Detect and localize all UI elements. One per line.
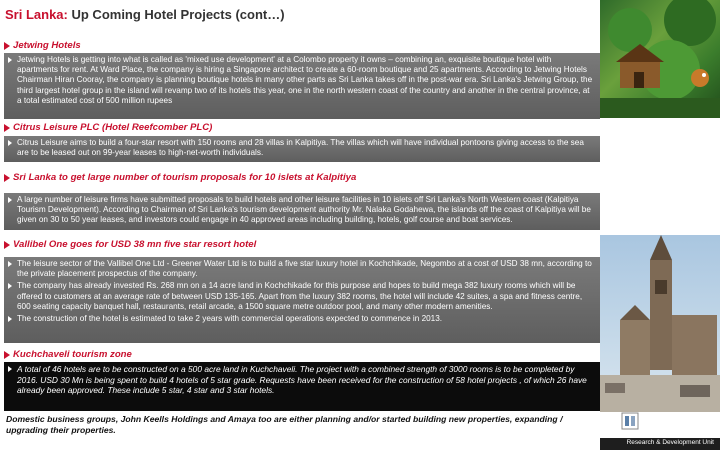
section-body-citrus xyxy=(4,136,600,162)
page-title-sub: Up Coming Hotel Projects (cont…) xyxy=(71,7,285,22)
bullet-text: The leisure sector of the Vallibel One Ltd - Greener Water Ltd is to build a five star luxury hotel in Kochchikade, Negombo at a cost of USD 38 mn, according to the private placement prospectus of the company. xyxy=(8,259,594,279)
arrow-icon xyxy=(4,241,10,249)
section-heading-kuchchaveli: Kuchchaveli tourism zone xyxy=(4,349,132,360)
cathedral-illustration-icon xyxy=(600,235,720,412)
section-body-vallibel xyxy=(4,257,600,343)
section-heading-jetwing: Jetwing Hotels xyxy=(4,40,81,51)
section-body-kuchchaveli xyxy=(4,362,600,411)
bullet-text: The construction of the hotel is estimated to take 2 years with commercial operations expected to commence in 2013. xyxy=(8,314,594,324)
section-body-jetwing xyxy=(4,53,600,119)
arrow-icon xyxy=(4,124,10,132)
page-title-main: Sri Lanka: xyxy=(5,7,68,22)
bottom-note: Domestic business groups, John Keells Holdings and Amaya too are either planning and/or started building new properties, expanding / upgrading their properties. xyxy=(6,414,563,435)
section-heading-kalpitiya: Sri Lanka to get large number of tourism proposals for 10 islets at Kalpitiya xyxy=(4,172,356,183)
page-title xyxy=(5,7,285,22)
section-body-kalpitiya xyxy=(4,193,600,230)
bullet-text: A large number of leisure firms have submitted proposals to build hotels and other leisure facilities in 10 islets off Sri Lanka's North Western coast (Kalpitiya Tourism Development). According to Chairman of Sri Lanka's tourism development authority Mr. Nalaka Godahewa, the islands off the coast of Kalpitiya will be given on 30 to 50 year leases, and investors could engage in 40 approved areas including building, hotels, golf course and boat services. xyxy=(8,195,594,226)
arrow-icon xyxy=(4,351,10,359)
bullet-text: Citrus Leisure aims to build a four-star resort with 150 rooms and 28 villas in Kalpitiya. The villas which will have individual pontoons giving access to the sea are to be leased out on 99-year leases to high-net-worth individuals. xyxy=(8,138,594,158)
section-heading-citrus: Citrus Leisure PLC (Hotel Reefcomber PLC) xyxy=(4,122,212,133)
footer-unit: Research & Development Unit xyxy=(626,439,714,446)
arrow-icon xyxy=(4,42,10,50)
arrow-icon xyxy=(4,174,10,182)
footer-bar xyxy=(600,438,720,450)
company-logo xyxy=(612,412,648,438)
section-heading-vallibel: Vallibel One goes for USD 38 mn five star resort hotel xyxy=(4,239,256,250)
jungle-lodge-illustration xyxy=(600,0,720,118)
bullet-text: Jetwing Hotels is getting into what is called as 'mixed use development' at a Colombo property it owns – combining an, exquisite boutique hotel with apartments for rent. At Ward Place, the company is hiring a Singapore architect to create a 60-room boutique and 25 apartments. According to Jetwing Hotels Chairman Hiran Cooray, the company is planning boutique hotels in many other parts as Sri Lanka takes off in the post-war era. Sri Lanka's Jetwing Group, the third largest hotel group in the island will revamp two of its hotels this year, one in the north western coast of the country and another in the central province, at a total estimated cost of 500 million rupees xyxy=(8,55,594,106)
bullet-text: A total of 46 hotels are to be constructed on a 500 acre land in Kuchchaveli. The project with a combined strength of 3000 rooms is to be completed by 2016. USD 30 Mn is being spent to build 4 hotels of 5 star grade. Requests have been received for the construction of 58 hotel projects , of which 26 have already been approved. These include 5 star, 4 star and 3 star hotels. xyxy=(8,364,594,396)
bullet-text: The company has already invested Rs. 268 mn on a 14 acre land in Kochchikade for this purpose and hopes to build mega 382 luxury rooms which will be offered to customers at an average rate of between USD 135-165. Apart from the luxury 382 rooms, the hotel will include 42 suites, a spa and fitness centre, 600 seating capacity banquet hall, restaurants, retail arcade, a 1500 square metre outdoor pool, and many other modern amenities. xyxy=(8,281,594,312)
city-cathedral-photo xyxy=(600,235,720,412)
jungle-illustration-icon xyxy=(600,0,720,118)
